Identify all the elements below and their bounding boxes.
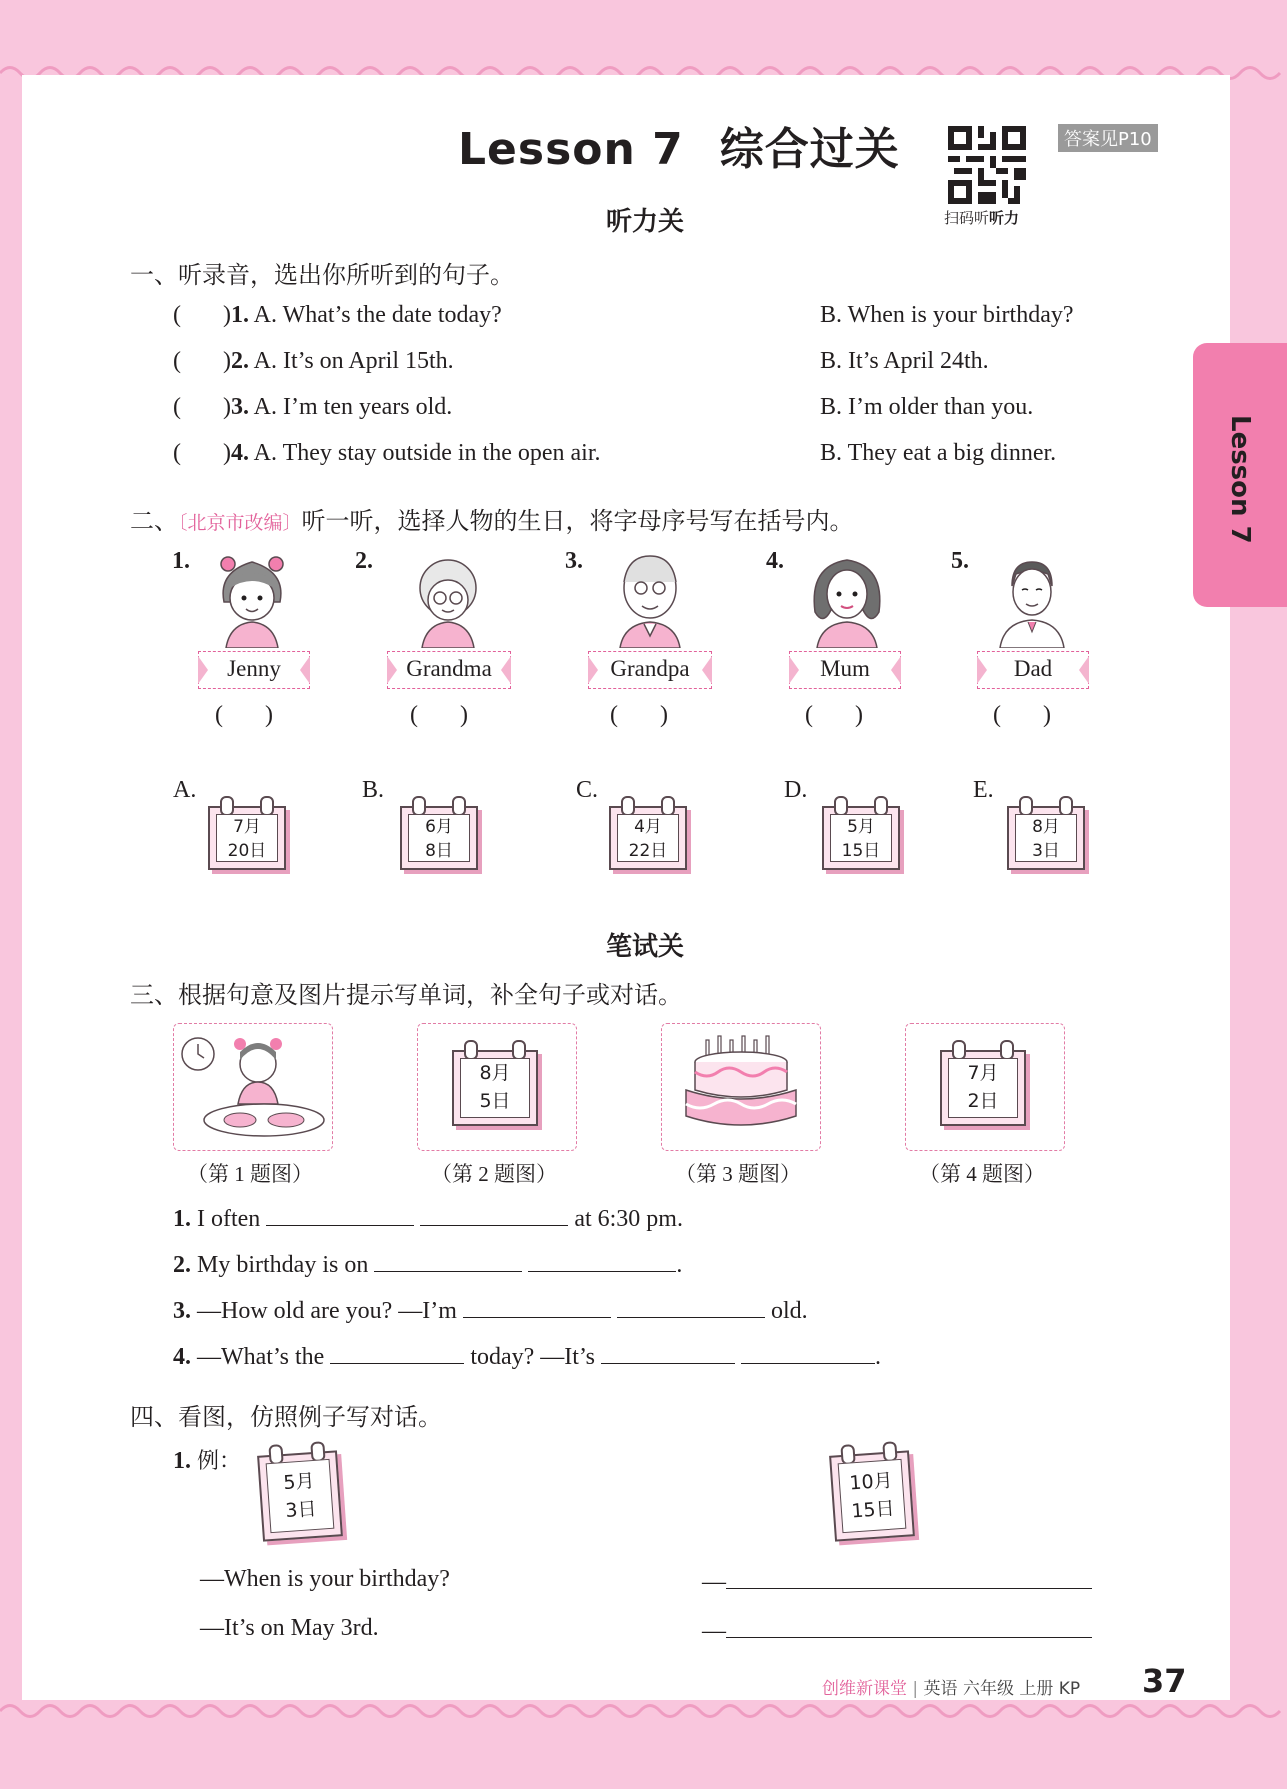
qr-label: 扫码听听力 <box>944 209 1020 227</box>
question-2-heading: 二、〔北京市改编〕听一听，选择人物的生日，将字母序号写在括号内。 <box>130 507 854 535</box>
calendar-picture-2: 8月 5日 <box>452 1050 538 1126</box>
side-tab-label: Lesson 7 <box>1225 415 1255 544</box>
fill-blank[interactable] <box>617 1295 765 1318</box>
q1-item-4-option-b: B. They eat a big dinner. <box>820 440 1057 466</box>
option-letter: E. <box>973 777 994 803</box>
bottom-wave-border <box>0 1700 1287 1722</box>
question-3-heading: 三、根据句意及图片提示写单词，补全句子或对话。 <box>130 981 682 1009</box>
q1-item-2-option-b: B. It’s April 24th. <box>820 348 989 374</box>
q1-item-3: ( )3. A. I’m ten years old. <box>173 394 453 420</box>
source-tag: 〔北京市改编〕 <box>178 512 302 534</box>
q3-sentence-2: 2. My birthday is on . <box>173 1249 682 1279</box>
picture-3-caption: （第 3 题图） <box>675 1162 801 1186</box>
q1-item-2: ( )2. A. It’s on April 15th. <box>173 348 454 374</box>
side-tab <box>1193 343 1287 607</box>
answer-badge: 答案见P10 <box>1058 124 1158 152</box>
person-number: 2. <box>355 548 373 574</box>
task-calendar: 10月 15日 <box>829 1450 915 1541</box>
example-question: —When is your birthday? <box>200 1566 450 1592</box>
option-letter: D. <box>784 777 808 803</box>
calendar-option-e: 8月 3日 <box>1007 806 1085 870</box>
mum-portrait-icon <box>805 552 889 648</box>
grandpa-portrait-icon <box>608 546 692 648</box>
fill-blank[interactable] <box>601 1341 735 1364</box>
answer-line-1: — <box>702 1566 1092 1596</box>
fill-blank[interactable] <box>528 1249 676 1272</box>
answer-line-2: — <box>702 1615 1092 1645</box>
answer-bracket[interactable]: ( ) <box>173 302 231 328</box>
calendar-option-b: 6月 8日 <box>400 806 478 870</box>
page-title: Lesson 7 综合过关 <box>458 124 900 175</box>
picture-3-box <box>661 1023 821 1151</box>
fill-blank[interactable] <box>330 1341 464 1364</box>
qr-code-icon[interactable] <box>948 126 1026 204</box>
calendar-option-c: 4月 22日 <box>609 806 687 870</box>
picture-4-caption: （第 4 题图） <box>919 1162 1045 1186</box>
person-name-tag: Jenny <box>198 651 310 689</box>
picture-2-box <box>417 1023 577 1151</box>
q3-sentence-4: 4. —What’s the today? —It’s . <box>173 1341 881 1371</box>
answer-bracket[interactable]: ( ) <box>173 440 231 466</box>
answer-bracket[interactable]: ( ) <box>173 394 231 420</box>
q3-sentence-1: 1. I often at 6:30 pm. <box>173 1203 683 1233</box>
calendar-option-a: 7月 20日 <box>208 806 286 870</box>
q1-item-3-option-b: B. I’m older than you. <box>820 394 1034 420</box>
option-letter: C. <box>576 777 599 803</box>
person-name-tag: Mum <box>789 651 901 689</box>
q1-item-4: ( )4. A. They stay outside in the open air. <box>173 440 601 466</box>
fill-blank[interactable] <box>726 1615 1092 1638</box>
calendar-picture-4: 7月 2日 <box>940 1050 1026 1126</box>
person-number: 4. <box>766 548 784 574</box>
option-letter: B. <box>362 777 385 803</box>
question-1-heading: 一、听录音，选出你所听到的句子。 <box>130 261 514 289</box>
picture-4-box <box>905 1023 1065 1151</box>
fill-blank[interactable] <box>741 1341 875 1364</box>
answer-bracket[interactable]: ( ) <box>993 702 1051 728</box>
question-4-heading: 四、看图，仿照例子写对话。 <box>130 1403 442 1431</box>
person-number: 1. <box>172 548 190 574</box>
listening-section-title: 听力关 <box>606 207 685 237</box>
fill-blank[interactable] <box>420 1203 568 1226</box>
fill-blank[interactable] <box>266 1203 414 1226</box>
fill-blank[interactable] <box>463 1295 611 1318</box>
example-calendar: 5月 3日 <box>257 1450 343 1541</box>
writing-section-title: 笔试关 <box>606 932 685 962</box>
dad-portrait-icon <box>990 556 1074 648</box>
girl-eating-dinner-icon <box>174 1024 332 1150</box>
footer-info: 创维新课堂 | 英语 六年级 上册 KP <box>822 1679 1081 1699</box>
fill-blank[interactable] <box>726 1566 1092 1589</box>
fill-blank[interactable] <box>374 1249 522 1272</box>
birthday-cake-icon <box>662 1024 820 1150</box>
q1-item-1: ( )1. A. What’s the date today? <box>173 302 502 328</box>
q4-example-label: 1. 例： <box>173 1448 242 1474</box>
page-number: 37 <box>1142 1662 1187 1700</box>
person-name-tag: Grandma <box>387 651 511 689</box>
option-letter: A. <box>173 777 197 803</box>
example-answer: —It’s on May 3rd. <box>200 1615 379 1641</box>
picture-1-caption: （第 1 题图） <box>187 1162 313 1186</box>
answer-bracket[interactable]: ( ) <box>173 348 231 374</box>
girl-portrait-icon <box>212 552 292 648</box>
person-number: 3. <box>565 548 583 574</box>
person-number: 5. <box>951 548 969 574</box>
grandma-portrait-icon <box>408 552 488 648</box>
person-name-tag: Grandpa <box>588 651 712 689</box>
calendar-option-d: 5月 15日 <box>822 806 900 870</box>
person-name-tag: Dad <box>977 651 1089 689</box>
q3-sentence-3: 3. —How old are you? —I’m old. <box>173 1295 808 1325</box>
answer-bracket[interactable]: ( ) <box>610 702 668 728</box>
answer-bracket[interactable]: ( ) <box>410 702 468 728</box>
picture-1-box <box>173 1023 333 1151</box>
answer-bracket[interactable]: ( ) <box>805 702 863 728</box>
picture-2-caption: （第 2 题图） <box>431 1162 557 1186</box>
answer-bracket[interactable]: ( ) <box>215 702 273 728</box>
q1-item-1-option-b: B. When is your birthday? <box>820 302 1074 328</box>
